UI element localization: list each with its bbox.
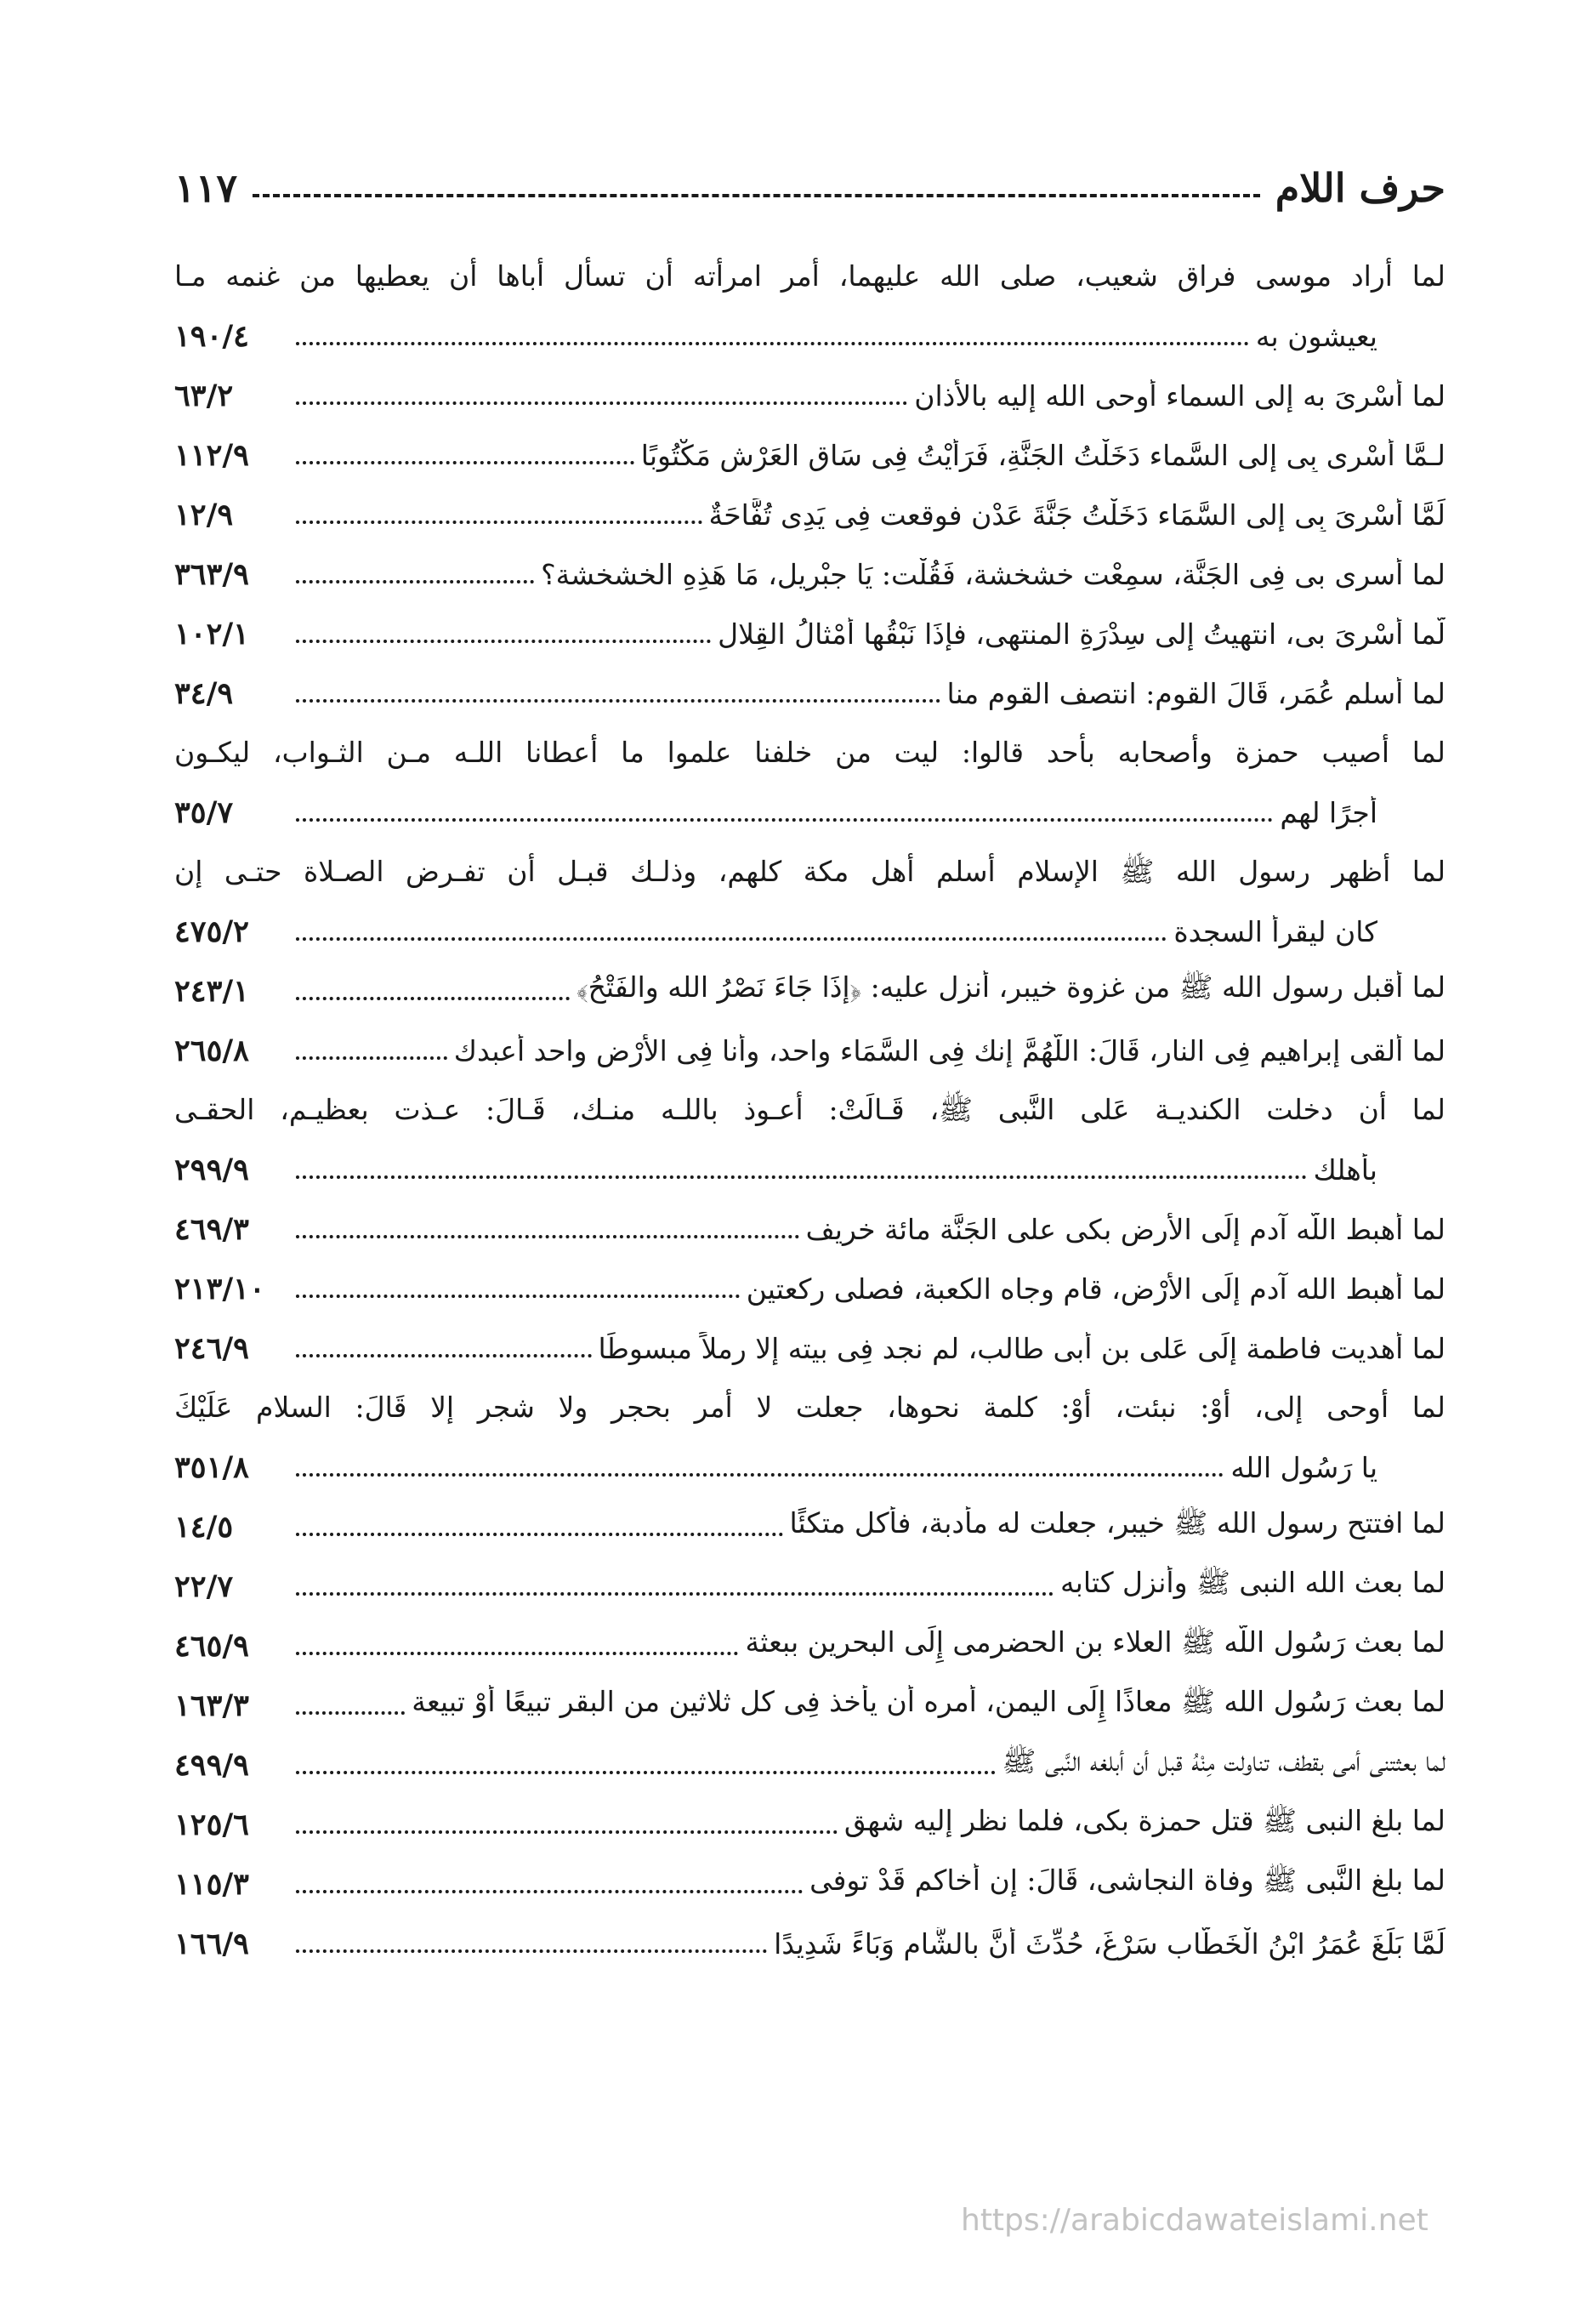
entry-line bbox=[174, 544, 1445, 604]
entry-text: لـمَّا أَسْرى بِى إِلى السَّماء دَخَلْتُ الجَنَّةِ، فَرَأيْتُ فِى سَاقِ العَرْشِ مَكْتُوبًا bbox=[640, 438, 1445, 472]
dot-leader bbox=[296, 1175, 1307, 1179]
entry-text: لما أهديت فاطمة إِلَى عَلى بن أبى طالب، لم نجد فِى بيته إلا رملاً مبسوطًا bbox=[598, 1331, 1445, 1365]
index-entry bbox=[174, 425, 1445, 485]
entry-reference: ١٦٣/٣ bbox=[174, 1687, 249, 1723]
index-entry bbox=[174, 1616, 1445, 1676]
index-entry bbox=[174, 1854, 1445, 1914]
entry-text: لما أهبط اللَّه آدم إِلَى الأرض بكى على الجَنَّة مائة خريف bbox=[805, 1212, 1445, 1246]
entry-text: لما أسلم عُمَر، قَالَ القوم: انتصف القوم منا bbox=[946, 676, 1445, 710]
dot-leader bbox=[296, 461, 634, 464]
dot-leader bbox=[296, 1711, 405, 1715]
dot-leader bbox=[296, 521, 702, 524]
dot-leader bbox=[296, 1830, 838, 1834]
index-entry bbox=[174, 1735, 1445, 1795]
entry-line bbox=[174, 306, 1445, 366]
entry-line bbox=[174, 1437, 1445, 1497]
entry-reference: ١٢/٩ bbox=[174, 497, 234, 532]
dot-leader bbox=[296, 342, 1249, 345]
entry-reference: ١١٢/٩ bbox=[174, 437, 249, 473]
dot-leader bbox=[296, 640, 711, 643]
entry-text-line: لما أصيب حمزة وأصحابه بأحد قالوا: ليت من خلفنا علموا ما أعطانا اللـه مـن الثـواب، ليكـون bbox=[174, 736, 1445, 769]
dot-leader bbox=[296, 997, 570, 1000]
entry-line bbox=[174, 1259, 1445, 1318]
entry-reference: ١١٥/٣ bbox=[174, 1866, 249, 1902]
index-entry bbox=[174, 1318, 1445, 1378]
entry-line bbox=[174, 1497, 1445, 1557]
entry-reference: ٦٣/٢ bbox=[174, 378, 234, 413]
entry-text-line: لما أظهر رسول الله ﷺ الإسلام أسلم أهل مكة كلهم، وذلـك قبـل أن تفـرض الصـلاة حتـى إن bbox=[174, 855, 1445, 888]
entry-line bbox=[174, 1557, 1445, 1616]
index-entry bbox=[174, 1497, 1445, 1557]
index-entry bbox=[174, 663, 1445, 723]
entry-reference: ٤٩٩/٩ bbox=[174, 1747, 249, 1783]
index-entry bbox=[174, 1795, 1445, 1854]
entry-line bbox=[174, 961, 1445, 1021]
index-entry bbox=[174, 485, 1445, 544]
entry-text: لما بعث رَسُول اللَّه ﷺ العلاء بن الحضرمى إِلَى البحرين ببعثة bbox=[745, 1625, 1445, 1659]
entry-text: لما افتتح رسول الله ﷺ خيبر، جعلت له مأدبة، فأكل متكئًا bbox=[789, 1506, 1445, 1539]
entry-line bbox=[174, 366, 1445, 425]
dot-leader bbox=[296, 1890, 803, 1893]
index-entry bbox=[174, 961, 1445, 1021]
entry-text: لما بعث رَسُول الله ﷺ معاذًا إِلَى اليمن، أمره أن يأخذ فِى كل ثلاثين من البقر تبيعًا أوْ تبيعة bbox=[412, 1685, 1445, 1718]
entry-line bbox=[174, 842, 1445, 902]
dot-leader bbox=[296, 1295, 740, 1298]
dot-leader bbox=[296, 699, 940, 703]
entry-text: لما بلغ النَّبى ﷺ وفاة النجاشى، قَالَ: إن أخاكم قَدْ توفى bbox=[809, 1864, 1445, 1897]
entry-text: لما أقبل رسول الله ﷺ من غزوة خيبر، أنزل عليه: ﴿إذَا جَاءَ نَصْرُ الله والفَتْحُ﴾ bbox=[576, 970, 1445, 1004]
dot-leader bbox=[296, 1235, 799, 1238]
index-entry bbox=[174, 1259, 1445, 1318]
entry-line bbox=[174, 1676, 1445, 1735]
entry-line bbox=[174, 1140, 1445, 1199]
entry-text: لما بعثتنى أمى بقطف، تناولت مِنْهُ قبل أن أبلغه النَّبى ﷺ bbox=[1002, 1744, 1445, 1778]
entry-text: لما ألقى إبراهيم فِى النار، قَالَ: اللَّهُمَّ إنك فِى السَّمَاء واحد، وأنا فِى الأرْض واحد أعبدك bbox=[453, 1033, 1445, 1067]
index-entry bbox=[174, 1914, 1445, 1973]
entry-text: لَمَّا أَسْرِىَ بِى إِلى السَّمَاء دَخَلْتُ جَنَّةَ عَدْن فوقعت فِى يَدِى تُفَّاحَةٌ bbox=[708, 498, 1445, 532]
entry-reference: ٢٤٣/١ bbox=[174, 973, 249, 1009]
entry-text: لَّما أَسْرىَ بى، انتهيتُ إِلى سِدْرَةِ المنتهى، فإذَا نَبْقُها أمْثالُ القِلالِ bbox=[718, 617, 1445, 651]
entry-reference: ٢٤٦/٩ bbox=[174, 1330, 249, 1366]
entry-line bbox=[174, 1795, 1445, 1854]
index-entry bbox=[174, 366, 1445, 425]
dot-leader bbox=[296, 1771, 996, 1774]
entry-line bbox=[174, 1318, 1445, 1378]
page-number: ١١٧ bbox=[174, 165, 238, 211]
entry-line bbox=[174, 247, 1445, 306]
entry-line bbox=[174, 604, 1445, 663]
entry-line bbox=[174, 783, 1445, 842]
index-entry bbox=[174, 1378, 1445, 1497]
page-header bbox=[174, 151, 1445, 211]
entry-reference: ١٢٥/٦ bbox=[174, 1807, 249, 1842]
entry-text-line: لما أن دخلت الكنديـة عَلى النَّبى ﷺ، قَـالَتْ: أعـوذ باللـه منـك، قَـالَ: عـذت بعظيـم، الحقـى bbox=[174, 1093, 1445, 1126]
entry-reference: ١٦٦/٩ bbox=[174, 1926, 249, 1961]
entry-reference: ٤٦٩/٣ bbox=[174, 1211, 249, 1247]
dot-leader bbox=[296, 1949, 767, 1953]
entry-line bbox=[174, 1199, 1445, 1259]
index-entry bbox=[174, 604, 1445, 663]
entry-reference: ٢٦٥/٨ bbox=[174, 1033, 249, 1068]
entry-reference: ٤٦٥/٩ bbox=[174, 1628, 249, 1664]
entry-text: لما أسْرىَ به إلى السماء أوحى الله إليه بالأذان bbox=[914, 378, 1445, 413]
dot-leader bbox=[296, 818, 1273, 822]
entry-text: لما بلغ النبى ﷺ قتل حمزة بكى، فلما نظر إليه شهق bbox=[843, 1804, 1445, 1837]
entry-line bbox=[174, 723, 1445, 783]
entry-reference: ٢١٣/١٠ bbox=[174, 1271, 265, 1306]
entry-line bbox=[174, 1021, 1445, 1080]
entry-text-line: لما أوحى إلى، أوْ: نبئت، أوْ: كلمة نحوها، جعلت لا أمر بحجر ولا شجر إلا قَالَ: السلام عَلَيْكَ bbox=[174, 1391, 1445, 1424]
entry-line bbox=[174, 1616, 1445, 1676]
entry-reference: ٤٧٥/٢ bbox=[174, 913, 249, 949]
entry-text-line: لما أراد موسى فراق شعيب، صلى الله عليهما، أمر امرأته أن تسأل أباها أن يعطيها من غنمه مـا bbox=[174, 259, 1445, 293]
entry-reference: ٣٤/٩ bbox=[174, 675, 234, 711]
index-entry bbox=[174, 842, 1445, 961]
chapter-title: حرف اللام bbox=[1275, 165, 1445, 211]
entry-text: يا رَسُول الله bbox=[1230, 1450, 1377, 1484]
entry-text: لَمَّا بَلَغَ عُمَرُ ابْنُ الْخَطَّاب سَرْغَ، حُدِّثَ أَنَّ بالشَّام وَبَاءً شَدِيدًا bbox=[774, 1926, 1445, 1961]
dot-leader bbox=[296, 580, 534, 583]
index-entry bbox=[174, 1080, 1445, 1199]
entry-reference: ٣٥/٧ bbox=[174, 794, 234, 830]
watermark-url: https://arabicdawateislami.net bbox=[961, 2203, 1428, 2238]
entry-line bbox=[174, 663, 1445, 723]
index-entry bbox=[174, 1021, 1445, 1080]
entry-text: يعيشون به bbox=[1255, 319, 1377, 353]
hadith-index-list bbox=[174, 247, 1445, 1973]
dot-leader bbox=[296, 401, 907, 405]
entry-reference: ٢٩٩/٩ bbox=[174, 1152, 249, 1187]
dot-leader bbox=[296, 1473, 1224, 1477]
index-entry bbox=[174, 247, 1445, 366]
entry-reference: ٣٦٣/٩ bbox=[174, 556, 249, 592]
entry-line bbox=[174, 1914, 1445, 1973]
index-entry bbox=[174, 1199, 1445, 1259]
entry-line bbox=[174, 1854, 1445, 1914]
entry-text: أجرًا لهم bbox=[1280, 795, 1377, 829]
entry-reference: ١٤/٥ bbox=[174, 1509, 234, 1545]
index-entry bbox=[174, 1557, 1445, 1616]
entry-text: بأهلك bbox=[1313, 1152, 1377, 1187]
index-entry bbox=[174, 723, 1445, 842]
entry-text: لما أهبط الله آدم إِلَى الأرْض، قام وجاه الكعبة، فصلى ركعتين bbox=[746, 1272, 1445, 1306]
dot-leader bbox=[296, 1533, 783, 1536]
entry-reference: ١٠٢/١ bbox=[174, 616, 249, 652]
entry-line bbox=[174, 1378, 1445, 1437]
entry-line bbox=[174, 1735, 1445, 1795]
entry-reference: ١٩٠/٤ bbox=[174, 318, 249, 354]
dot-leader bbox=[296, 1056, 447, 1060]
dot-leader bbox=[296, 1354, 592, 1357]
index-entry bbox=[174, 544, 1445, 604]
header-rule bbox=[253, 194, 1260, 197]
entry-reference: ٢٢/٧ bbox=[174, 1568, 234, 1604]
index-entry bbox=[174, 1676, 1445, 1735]
entry-line bbox=[174, 485, 1445, 544]
entry-line bbox=[174, 1080, 1445, 1140]
entry-line bbox=[174, 425, 1445, 485]
entry-text: لما بعث الله النبى ﷺ وأنزل كتابه bbox=[1059, 1566, 1445, 1599]
entry-text: كان ليقرأ السجدة bbox=[1173, 914, 1377, 948]
entry-text: لما أسرى بى فِى الجَنَّة، سمِعْت خشخشة، فَقُلْت: يَا جبْريل، مَا هَذِهِ الخشخشة؟ bbox=[541, 557, 1445, 591]
dot-leader bbox=[296, 1652, 738, 1655]
dot-leader bbox=[296, 937, 1167, 941]
dot-leader bbox=[296, 1592, 1054, 1596]
entry-reference: ٣٥١/٨ bbox=[174, 1449, 249, 1485]
entry-line bbox=[174, 902, 1445, 961]
